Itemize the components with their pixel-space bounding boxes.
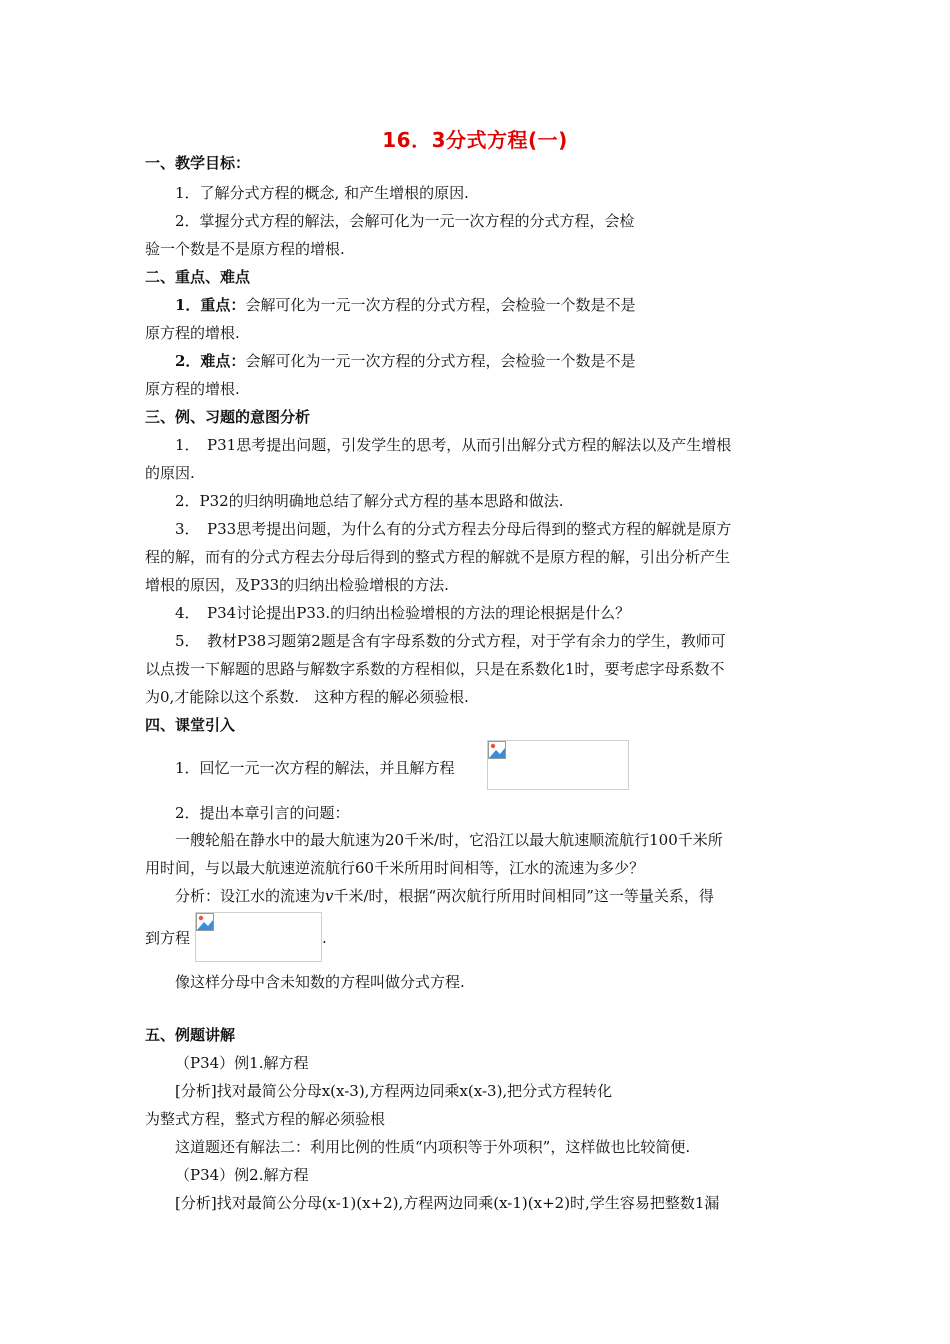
example-1-analysis: [分析]找对最简公分母x(x-3),方程两边同乘x(x-3),把分式方程转化: [175, 1082, 613, 1100]
definition: 像这样分母中含未知数的方程叫做分式方程.: [175, 973, 465, 991]
example-1-analysis-cont: 为整式方程，整式方程的解必须验根: [145, 1110, 386, 1128]
intent-2: 2．P32的归纳明确地总结了解分式方程的基本思路和做法.: [175, 492, 564, 510]
key-point-label: 1．重点：: [175, 296, 246, 314]
objective-1: 1．了解分式方程的概念, 和产生增根的原因.: [175, 184, 469, 202]
difficulty-cont: 原方程的增根.: [145, 380, 240, 398]
example-2-analysis: [分析]找对最简公分母(x-1)(x+2),方程两边同乘(x-1)(x+2)时,学生容易把整数1漏: [175, 1194, 720, 1212]
equation-lead: 到方程: [145, 929, 191, 947]
intent-1-cont: 的原因.: [145, 464, 195, 482]
intro-1: 1．回忆一元一次方程的解法，并且解方程: [175, 759, 455, 777]
analysis-rest: 千米/时，根据“两次航行所用时间相同”这一等量关系，得: [333, 887, 714, 905]
intro-2: 2．提出本章引言的问题：: [175, 804, 350, 822]
broken-image-icon: [488, 741, 506, 759]
equation-image-1: [487, 740, 629, 790]
intent-1: 1． P31思考提出问题，引发学生的思考，从而引出解分式方程的解法以及产生增根: [175, 436, 732, 454]
example-1-method-2: 这道题还有解法二：利用比例的性质“内项积等于外项积”，这样做也比较简便.: [175, 1138, 691, 1156]
intent-3-cont-1: 程的解，而有的分式方程去分母后得到的整式方程的解就不是原方程的解，引出分析产生: [145, 548, 731, 566]
intent-3-cont-2: 增根的原因，及P33的归纳出检验增根的方法.: [145, 576, 449, 594]
intent-5-cont-2: 为0,才能除以这个系数. 这种方程的解必须验根.: [145, 688, 469, 706]
example-1-title: （P34）例1.解方程: [175, 1054, 309, 1072]
section-heading-key-points: 二、重点、难点: [145, 268, 251, 286]
problem-line-2: 用时间，与以最大航速逆流航行60千米所用时间相等，江水的流速为多少？: [145, 859, 645, 877]
difficulty-text: 会解可化为一元一次方程的分式方程，会检验一个数是不是: [245, 352, 636, 370]
difficulty-line: [175, 351, 635, 371]
variable-v: v: [325, 887, 334, 905]
key-point-text: 会解可化为一元一次方程的分式方程，会检验一个数是不是: [245, 296, 636, 314]
analysis-text: 分析：设江水的流速为: [175, 887, 326, 905]
section-heading-introduction: 四、课堂引入: [145, 716, 236, 734]
section-heading-intent-analysis: 三、例、习题的意图分析: [145, 408, 311, 426]
intent-5: 5． 教材P38习题第2题是含有字母系数的分式方程，对于学有余力的学生，教师可: [175, 632, 726, 650]
key-point-cont: 原方程的增根.: [145, 324, 240, 342]
document-title: 16．3分式方程(一): [382, 128, 568, 152]
key-point-line: [175, 295, 635, 315]
section-heading-examples: 五、例题讲解: [145, 1026, 236, 1044]
objective-2-cont: 验一个数是不是原方程的增根.: [145, 240, 345, 258]
intent-3: 3． P33思考提出问题，为什么有的分式方程去分母后得到的整式方程的解就是原方: [175, 520, 732, 538]
intent-4: 4． P34讨论提出P33.的归纳出检验增根的方法的理论根据是什么？: [175, 604, 631, 622]
intent-5-cont-1: 以点拨一下解题的思路与解数字系数的方程相似，只是在系数化1时，要考虑字母系数不: [145, 660, 725, 678]
example-2-title: （P34）例2.解方程: [175, 1166, 309, 1184]
broken-image-icon: [196, 913, 214, 931]
problem-line-1: 一艘轮船在静水中的最大航速为20千米/时，它沿江以最大航速顺流航行100千米所: [175, 831, 723, 849]
equation-image-2: [195, 912, 322, 962]
objective-2: 2．掌握分式方程的解法，会解可化为一元一次方程的分式方程，会检: [175, 212, 635, 230]
analysis-line: [175, 886, 714, 906]
section-heading-objectives: 一、教学目标：: [145, 154, 251, 172]
difficulty-label: 2．难点：: [175, 352, 246, 370]
equation-period: .: [322, 929, 327, 947]
